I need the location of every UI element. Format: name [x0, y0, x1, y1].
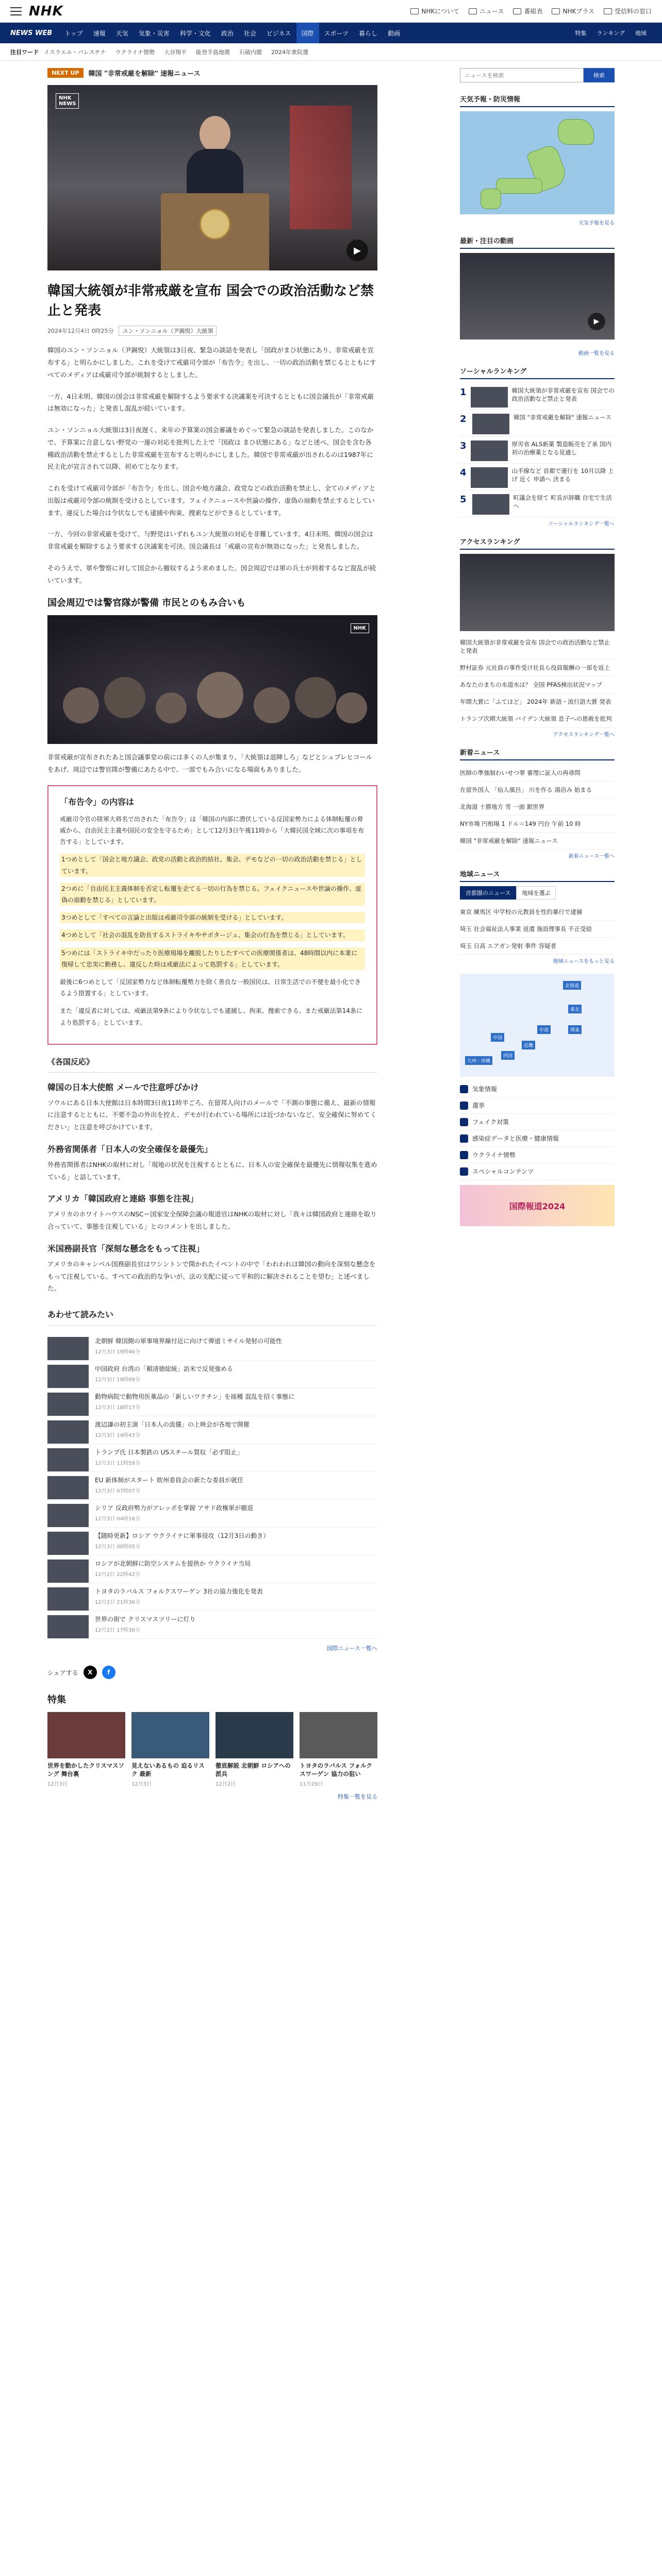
top-bar: [0, 0, 662, 23]
rank-number: 3: [460, 440, 467, 451]
region-news-item[interactable]: 埼玉 社会福祉法人事業 返還 施設理事長 不正受給: [460, 921, 615, 938]
trending-word[interactable]: 大谷翔平: [164, 48, 187, 56]
nav-item-video[interactable]: 動画: [388, 29, 401, 37]
related-item[interactable]: [47, 1611, 377, 1639]
photo-caption: 非常戒厳が宣布されたあと国会議事堂の前には多くの人が集まり、「大統領は退陣しろ」などとシュプレヒコールをあげ、周辺では警官隊が警備にあたる中で、一部でもみ合いになる場面もありました。: [47, 753, 373, 774]
features-more-link[interactable]: 特集一覧を見る: [338, 1793, 377, 1801]
play-icon: [552, 8, 560, 14]
related-heading: あわせて読みたい: [47, 1310, 114, 1320]
rank-thumbnail: [471, 440, 508, 461]
related-item[interactable]: [47, 1333, 377, 1361]
ranking-item[interactable]: [460, 437, 615, 464]
access-ranking-title: アクセスランキング: [460, 536, 615, 550]
presidential-seal: [200, 209, 230, 240]
related-title: 渡辺謙の初主演「日本人の流儀」の上映会が各地で開催: [95, 1421, 250, 1429]
reaction-text: ソウルにある日本大使館は日本時間3日夜11時半ごろ、在留邦人向けのメールで「不測の事態に備え、最新の情報に注意するとともに、不要不急の外出を控え、デモが行われている場所には近づかないなど、安全確保に努めてください」と注意を呼びかけています。: [47, 1098, 377, 1131]
access-item[interactable]: 年間大賞に「ふてほど」 2024年 新語・流行語大賞 発表: [460, 693, 615, 710]
reaction-heading: 米国務副長官「深刻な懸念をもって注視」: [47, 1243, 205, 1253]
top-link-label: NHKについて: [421, 8, 460, 15]
region-more-link[interactable]: 地域ニュースをもっと見る: [553, 959, 615, 965]
next-up-banner[interactable]: [47, 68, 377, 78]
related-title: シリア 反政府勢力がアレッポを掌握 アサド政権軍が撤退: [95, 1504, 254, 1512]
region-kinki[interactable]: 近畿: [522, 1041, 535, 1049]
weather-title: 天気予報・防災情報: [460, 94, 615, 107]
link-label: 感染症データと医療・健康情報: [472, 1135, 559, 1143]
search-input[interactable]: [460, 68, 584, 82]
decree-item: 2つめに「自由民主主義体制を否定し転覆を企てる一切の行為を禁じる。フェイクニュースや世論の操作、虚偽の扇動を禁じる」としています。: [60, 883, 365, 906]
nhk-logo[interactable]: NHK: [29, 3, 63, 19]
decree-item: 1つめとして「国会と地方議会、政党の活動と政治的結社、集会、デモなどの一切の政治活動を禁じる」としています。: [60, 854, 365, 876]
ranking-item[interactable]: [460, 464, 615, 490]
link-fake[interactable]: [460, 1114, 615, 1130]
top-link-label: ニュース: [479, 8, 504, 15]
rank-title: 韓国 "非常戒厳を解除" 速報ニュース: [514, 414, 611, 421]
related-date: 12月2日 21時36分: [95, 1599, 140, 1605]
trending-label: 注目ワード: [10, 48, 39, 56]
region-news-item[interactable]: 埼玉 日高 エアガン発射 事件 容疑者: [460, 938, 615, 955]
link-weather[interactable]: [460, 1081, 615, 1097]
feature-date: 12月2日: [216, 1782, 236, 1788]
related-date: 12月3日 19時09分: [95, 1377, 140, 1383]
link-label: 気象情報: [472, 1086, 498, 1093]
related-date: 12月3日 18時17分: [95, 1404, 140, 1411]
tv-icon: [513, 8, 521, 14]
article-paragraph: 一方、4日未明、韓国の国会は非常戒厳を解除するよう要求する決議案を可決するとともに国会議長が「非常戒厳は無効になった」と発表し混乱が続いています。: [47, 392, 374, 413]
access-more-link[interactable]: アクセスランキング一覧へ: [553, 732, 615, 738]
new-news-item[interactable]: 医師の準強制わいせつ罪 審理に証人の再尋問: [460, 765, 615, 782]
feature-thumbnail: [47, 1712, 125, 1758]
top-link-news[interactable]: [469, 7, 504, 15]
access-item[interactable]: あなたのまちの水道水は？ 全国 PFAS検出状況マップ: [460, 676, 615, 693]
region-kanto[interactable]: 関東: [568, 1025, 582, 1034]
link-ukraine[interactable]: [460, 1147, 615, 1163]
nav-item-society[interactable]: 社会: [243, 29, 256, 37]
feature-card[interactable]: [131, 1712, 209, 1787]
hero-video[interactable]: [47, 85, 377, 270]
rank-number: 4: [460, 467, 467, 478]
video-title: 最新・注目の動画: [460, 235, 615, 249]
features-heading: 特集: [47, 1694, 66, 1706]
flag-backdrop: [290, 106, 352, 229]
rank-thumbnail: [472, 414, 509, 434]
weather-map[interactable]: [460, 111, 615, 214]
features-row: [47, 1712, 377, 1787]
nav-item-disaster[interactable]: 気象・災害: [138, 29, 170, 37]
link-label: スペシャルコンテンツ: [472, 1168, 534, 1176]
rank-title: 厚労省 ALS新薬 製造販売を了承 国内初の治療薬となる見通し: [511, 440, 612, 456]
decree-intro: 戒厳司令官の陸軍大将名で出された「布告令」は「韓国の内部に潜伏している反国家勢力による体制転覆の脅威から、自由民主主義や国民の安全を守るため」として12月3日午後11時から「大韓民国全域に次の事項を布告する」としています。: [60, 815, 365, 846]
search-button[interactable]: 検索: [584, 68, 615, 82]
related-title: 世界の街で クリスマスツリーに灯り: [95, 1616, 196, 1623]
ranking-item[interactable]: [460, 410, 615, 437]
related-title: 北朝鮮 韓国側の軍事境界線付近に向けて弾道ミサイル発射の可能性: [95, 1337, 282, 1345]
rank-title: 町議会を経て 町長が辞職 自宅で生活へ: [513, 494, 612, 510]
facebook-icon[interactable]: f: [102, 1666, 115, 1679]
article-paragraph: 一方、今回の非常戒厳を受けて、与野党はいずれもユン大統領の対応を非難しています。4日未明、韓国の国会は非常戒厳を解除するよう要求する決議案を可決、国会議長は「戒厳の宣布が無効になった」と発表しました。: [47, 530, 373, 551]
rank-thumbnail: [471, 467, 508, 488]
feature-thumbnail: [131, 1712, 209, 1758]
medical-icon: [460, 1134, 468, 1143]
region-chubu[interactable]: 中部: [537, 1025, 551, 1034]
nhk-news-logo-small: NHK: [351, 623, 370, 633]
related-title: EU 新体制がスタート 欧州委員会の新たな委員が就任: [95, 1477, 243, 1484]
link-label: ウクライナ情勢: [472, 1151, 516, 1159]
link-label: フェイク対策: [472, 1118, 509, 1126]
decree-item: 4つめとして「社会の混乱を助長するストライキやサボタージュ、集会の行為を禁じる」としています。: [60, 929, 365, 941]
play-icon[interactable]: ▶: [346, 240, 368, 261]
related-item[interactable]: [47, 1416, 377, 1444]
related-title: ロシアが北朝鮮に防空システムを提供か ウクライナ当局: [95, 1560, 251, 1568]
social-more-link[interactable]: ソーシャルランキング一覧へ: [548, 521, 615, 527]
article-paragraph: 韓国のユン・ソンニョル（尹錫悦）大統領は3日夜、緊急の談話を発表し「国政がまひ状態にあり、非常戒厳を宣布する」と明らかにしました。これを受けて戒厳司令部が「布告令」を出し、一切の政治活動を禁じるとともにすべてのメディアは戒厳司令部が統制するとしました。: [47, 346, 376, 379]
nav-item-ranking[interactable]: ランキング: [597, 30, 625, 37]
access-item[interactable]: トランプ次期大統領 バイデン大統領 息子への恩赦を批判: [460, 710, 615, 727]
next-up-badge: NEXT UP: [47, 68, 84, 78]
related-item[interactable]: [47, 1388, 377, 1416]
related-title: 中国政府 台湾の「頼清徳総統」訪米で反発強める: [95, 1365, 233, 1373]
article-paragraph: これを受けて戒厳司令部が「布告令」を出し、国会や地方議会、政党などの政治活動を禁止し、全てのメディアと出版は戒厳司令部の統制を受けるとしています。フェイクニュースや世論の操作、虚偽の扇動を禁止するとしています。違反した場合は令状なしでも逮捕や拘束、捜索などができるとしています。: [47, 484, 376, 517]
nav-right: [570, 23, 652, 43]
decree-title: 「布告令」の内容は: [60, 796, 135, 807]
nav-item-business[interactable]: ビジネス: [266, 29, 291, 37]
rank-title: 山手線など 首都で運行を 10月以降 上げ 近く 申請へ 決まる: [511, 467, 614, 483]
main-nav: [0, 23, 662, 43]
top-link-schedule[interactable]: [513, 7, 542, 15]
link-infection[interactable]: [460, 1130, 615, 1147]
related-date: 12月3日 07時07分: [95, 1488, 140, 1494]
reaction-text: 外務省関係者はNHKの取材に対し「現地の状況を注視するとともに、日本人の安全確保を最優先に情報収集を進めている」と話しています。: [47, 1160, 377, 1181]
related-item[interactable]: [47, 1361, 377, 1388]
article-column: [47, 68, 377, 1811]
news-icon: [469, 8, 477, 14]
feature-card[interactable]: [216, 1712, 293, 1787]
related-date: 12月2日 17時30分: [95, 1627, 140, 1633]
nav-item-politics[interactable]: 政治: [221, 29, 234, 37]
feature-date: 11月29日: [300, 1782, 323, 1788]
nav-item-breaking[interactable]: 速報: [93, 29, 106, 37]
related-date: 12月2日 22時42分: [95, 1571, 140, 1578]
decree-closing: また「違反者に対しては、戒厳法第9条により令状なしでも逮捕し、拘束、捜索できる。また戒厳法第14条により処罰する」としています。: [60, 1007, 362, 1026]
rank-number: 2: [460, 414, 467, 425]
top-link-label: 番組表: [524, 8, 543, 15]
trending-word[interactable]: 能登半島地震: [196, 48, 230, 56]
feature-title: 徹底解説 北朝鮮 ロシアへの派兵: [216, 1762, 291, 1778]
article-title: 韓国大統領が非常戒厳を宣布 国会での政治活動など禁止と発表: [47, 283, 374, 318]
rank-number: 5: [460, 494, 467, 505]
trending-word[interactable]: 石破内閣: [239, 48, 262, 56]
related-thumbnail: [47, 1615, 89, 1638]
article-tag[interactable]: ユン・ソンニョル（尹錫悦）大統領: [119, 326, 217, 336]
trending-word[interactable]: ウクライナ情勢: [115, 48, 155, 56]
globe-icon: [460, 1151, 468, 1159]
reaction-text: アメリカのホワイトハウスのNSC＝国家安全保障会議の報道官はNHKの取材に対し「我々は韓国政府と連絡を取り合っていて、事態を注視している」とのコメントを出しました。: [47, 1210, 377, 1231]
feature-date: 12月3日: [47, 1782, 68, 1788]
reaction-section: [47, 1081, 377, 1295]
feature-title: 見えないあるもの 迫るリスク 最新: [131, 1762, 205, 1778]
feature-card[interactable]: [300, 1712, 377, 1787]
weather-more-link[interactable]: 天気予報を見る: [578, 221, 615, 226]
reaction-text: アメリカのキャンベル国務副長官はワシントンで開かれたイベントの中で「われわれは韓国の動向を深刻な懸念をもって注視している。すべての政治的な争いが、法の支配に従って平和的に解決されることを望む」と述べました。: [47, 1260, 376, 1293]
link-label: 選挙: [472, 1102, 485, 1110]
access-top-thumbnail[interactable]: [460, 554, 615, 631]
trending-words: [0, 43, 662, 61]
x-icon[interactable]: X: [84, 1666, 97, 1679]
new-news-title: 新着ニュース: [460, 747, 615, 760]
ranking-item[interactable]: [460, 490, 615, 517]
nav-item-life[interactable]: 暮らし: [359, 29, 378, 37]
rank-title: 韓国大統領が非常戒厳を宣布 国会での政治活動など禁止と発表: [511, 387, 615, 402]
nav-item-sports[interactable]: スポーツ: [324, 29, 349, 37]
related-date: 12月3日 19時46分: [95, 1349, 140, 1355]
region-news-item[interactable]: 東京 練馬区 中学校の元教員を性的暴行で逮捕: [460, 904, 615, 921]
feature-card[interactable]: [47, 1712, 125, 1787]
new-news-item[interactable]: 在留外国人 「仙人風呂」 川を作る 湯浴み 始まる: [460, 782, 615, 799]
top-link-label: 受信料の窓口: [614, 8, 652, 15]
region-chugoku[interactable]: 中国: [491, 1033, 504, 1042]
tab-metro[interactable]: 首都圏のニュース: [460, 886, 516, 900]
section-heading: 国会周辺では警官隊が警備 市民とのもみ合いも: [47, 598, 246, 609]
crowd-photo: [47, 615, 377, 744]
play-icon[interactable]: ▶: [588, 313, 605, 330]
quick-links: [460, 1081, 615, 1180]
related-thumbnail: [47, 1393, 89, 1416]
region-kyushu[interactable]: 九州・沖縄: [465, 1056, 492, 1065]
related-item[interactable]: [47, 1472, 377, 1500]
top-links: [410, 7, 652, 15]
rank-thumbnail: [472, 494, 509, 515]
reaction-heading: アメリカ「韓国政府と連絡 事態を注視」: [47, 1194, 198, 1204]
weather-icon: [460, 1085, 468, 1093]
article-date: 2024年12月4日 0時25分: [47, 328, 114, 335]
region-tabs: [460, 886, 615, 900]
rank-thumbnail: [471, 387, 508, 408]
info-icon: [410, 8, 419, 14]
japan-region-map: [460, 974, 615, 1077]
top-link-about[interactable]: [410, 7, 459, 15]
social-ranking-title: ソーシャルランキング: [460, 366, 615, 379]
related-item[interactable]: [47, 1444, 377, 1472]
related-thumbnail: [47, 1587, 89, 1611]
document-icon: [604, 8, 612, 14]
nav-item-science[interactable]: 科学・文化: [179, 29, 211, 37]
feature-title: トヨタのラバルス フォルクスワーゲン 協力の狙い: [300, 1762, 372, 1778]
reactions-heading: 《各国反応》: [47, 1057, 94, 1066]
related-item[interactable]: [47, 1500, 377, 1528]
reaction-heading: 韓国の日本大使館 メールで注意呼びかけ: [47, 1082, 199, 1092]
region-news-title: 地域ニュース: [460, 869, 615, 882]
new-news-item[interactable]: 韓国 "非常戒厳を解除" 速報ニュース: [460, 833, 615, 850]
top-link-plus[interactable]: [552, 7, 594, 15]
related-thumbnail: [47, 1420, 89, 1444]
reaction-heading: 外務省関係者「日本人の安全確保を最優先」: [47, 1144, 213, 1154]
link-special[interactable]: [460, 1163, 615, 1180]
ballot-icon: [460, 1101, 468, 1110]
related-item[interactable]: [47, 1528, 377, 1555]
region-shikoku[interactable]: 四国: [501, 1051, 515, 1060]
access-item[interactable]: 野村証券 元社員の事件受け社長ら役員報酬の一部を返上: [460, 659, 615, 676]
related-thumbnail: [47, 1337, 89, 1360]
related-date: 12月3日 00時05分: [95, 1544, 140, 1550]
tab-choose-region[interactable]: 地域を選ぶ: [516, 886, 556, 900]
related-date: 12月3日 14時43分: [95, 1432, 140, 1438]
related-list: [47, 1333, 377, 1639]
feature-title: 世界を動かしたクリスマスソング 舞台裏: [47, 1762, 125, 1778]
related-item[interactable]: [47, 1583, 377, 1611]
share-label: シェアする: [47, 1669, 78, 1676]
promo-banner[interactable]: 国際報道2024: [460, 1185, 615, 1226]
related-date: 12月3日 04時16分: [95, 1516, 140, 1522]
news-web-brand[interactable]: NEWS WEB: [10, 29, 53, 37]
related-title: トランプ氏 日本製鉄の USスチール買収「必ず阻止」: [95, 1449, 243, 1456]
related-thumbnail: [47, 1532, 89, 1555]
top-link-fee[interactable]: [604, 7, 652, 15]
article-paragraph: そのうえで、軍や警察に対して国会から撤収するよう求めました。国会周辺では軍の兵士が到着するなど混乱が続いています。: [47, 564, 376, 584]
related-thumbnail: [47, 1448, 89, 1471]
menu-icon[interactable]: [10, 7, 22, 15]
link-election[interactable]: [460, 1097, 615, 1114]
related-thumbnail: [47, 1560, 89, 1583]
related-item[interactable]: [47, 1555, 377, 1583]
shield-icon: [460, 1118, 468, 1126]
next-up-text[interactable]: 韓国 "非常戒厳を解除" 速報ニュース: [88, 70, 201, 78]
new-news-item[interactable]: 北海道 十勝地方 雪 一面 銀世界: [460, 799, 615, 816]
nav-item-features[interactable]: 特集: [575, 30, 587, 37]
decree-item: 最後に6つめとして「反国家勢力など体制転覆勢力を除く善良な一般国民は、日常生活での不便を最小化できるよう措置する」としています。: [60, 978, 361, 997]
feature-thumbnail: [300, 1712, 377, 1758]
related-more-link[interactable]: 国際ニュース一覧へ: [326, 1645, 377, 1652]
trending-word[interactable]: 2024年衆院選: [271, 48, 309, 56]
related-title: 【随時更新】ロシア ウクライナに軍事侵攻（12月3日の動き）: [95, 1532, 270, 1540]
related-thumbnail: [47, 1365, 89, 1388]
sidebar: [460, 68, 615, 1811]
article-meta: [47, 326, 377, 336]
nav-item-weather[interactable]: 天気: [115, 29, 128, 37]
article-paragraph: ユン・ソンニョル大統領は3日夜遅く、来年の予算案の国会審議をめぐって緊急の談話を発表しました。このなかで、予算案に合意しない野党の一連の対応を批判した上で「国政は まひ状態にある」などと述べ、国会を含む各種政治活動を禁止するとした非常戒厳を宣布すると明らかにしました。韓国で非常戒厳が出されるのは1987年に民主化が宣言されて以降、初めてとなります。: [47, 426, 374, 471]
share-bar: [47, 1666, 377, 1679]
related-date: 12月3日 11時59分: [95, 1460, 140, 1466]
region-tohoku[interactable]: 東北: [568, 1005, 582, 1013]
trending-word[interactable]: イスラエル・パレスチナ: [44, 48, 106, 56]
nav-item-international[interactable]: 国際: [296, 23, 319, 43]
top-link-label: NHKプラス: [562, 8, 594, 15]
ranking-item[interactable]: [460, 383, 615, 410]
star-icon: [460, 1167, 468, 1176]
feature-date: 12月3日: [131, 1782, 152, 1788]
region-hokkaido[interactable]: 北海道: [563, 981, 581, 990]
related-title: 動物病院で動物用医薬品の「新しいワクチン」を接種 混乱を招く事態に: [95, 1393, 295, 1401]
new-news-more-link[interactable]: 新着ニュース一覧へ: [568, 854, 615, 860]
side-video-thumbnail[interactable]: [460, 253, 615, 340]
video-more-link[interactable]: 動画一覧を見る: [578, 351, 615, 357]
related-thumbnail: [47, 1476, 89, 1499]
feature-thumbnail: [216, 1712, 293, 1758]
access-item[interactable]: 韓国大統領が非常戒厳を宣布 国会での政治活動など禁止と発表: [460, 634, 615, 659]
related-title: トヨタのラバルス フォルクスワーゲン 3社の協力強化を発表: [95, 1588, 263, 1596]
decree-box: [47, 785, 377, 1045]
nav-item-local[interactable]: 地域: [635, 30, 647, 37]
nhk-news-logo: NHK NEWS: [56, 93, 79, 109]
new-news-item[interactable]: NY市場 円相場 1 ドル＝149 円台 午前 10 時: [460, 816, 615, 833]
decree-item: 3つめとして「すべての言論と出版は戒厳司令部の統制を受ける」としています。: [60, 912, 365, 923]
search-box: [460, 68, 615, 82]
nav-item-top[interactable]: トップ: [64, 29, 83, 37]
related-thumbnail: [47, 1504, 89, 1527]
rank-number: 1: [460, 387, 467, 398]
decree-item: 5つめには「ストライキ中だったり医療現場を離脱したりしたすべての医療関係者は、48時間以内に本業に復帰して忠実に勤務し、違反した時は戒厳法によって処罰する」としています。: [60, 947, 365, 970]
